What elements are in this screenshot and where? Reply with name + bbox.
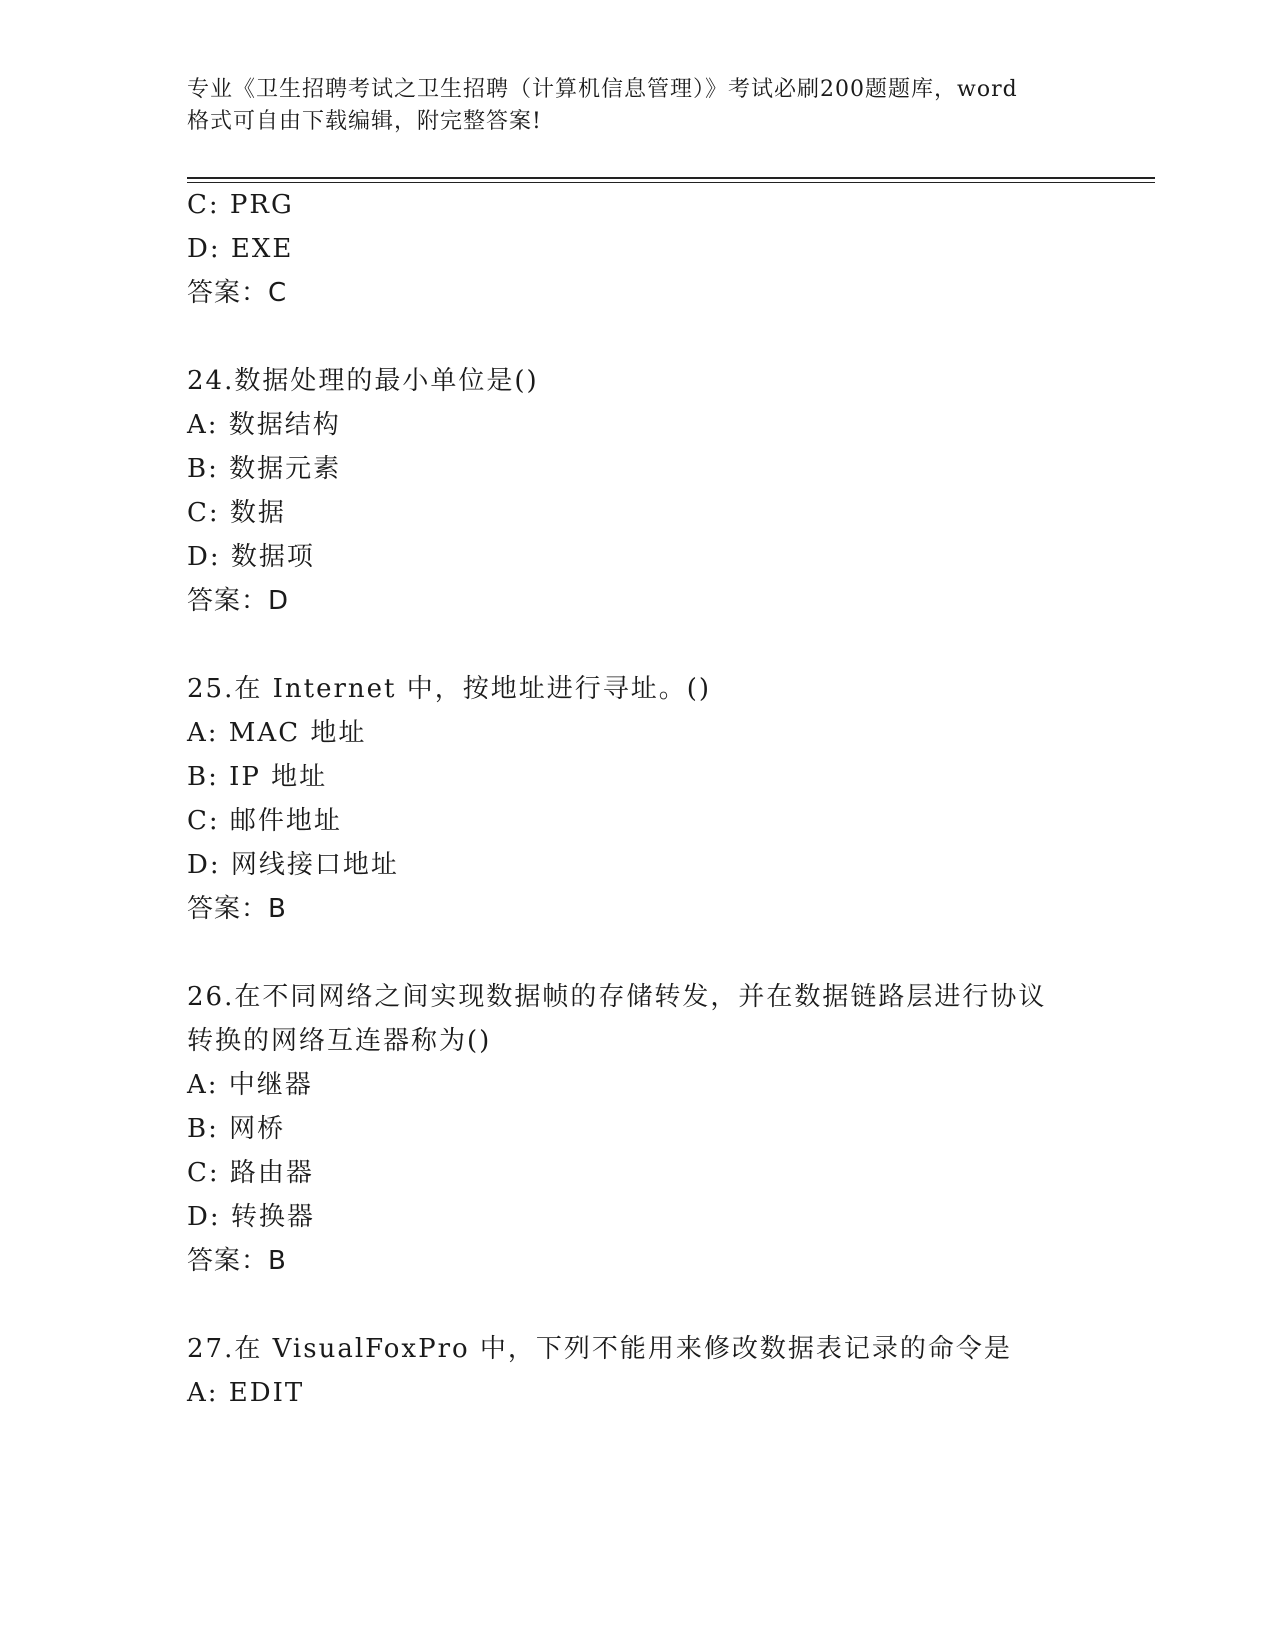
option-c: C: 路由器	[187, 1158, 314, 1188]
option-d: D: 网线接口地址	[187, 850, 399, 880]
option-a: A: MAC 地址	[187, 718, 367, 748]
answer-text: 答案：B	[187, 1246, 287, 1276]
header-line-1: 专业《卫生招聘考试之卫生招聘（计算机信息管理）》考试必刷200题题库，word	[187, 77, 1018, 102]
question-stem-continued: 转换的网络互连器称为()	[187, 1026, 492, 1056]
option-c: C: PRG	[187, 190, 294, 220]
option-b: B: 网桥	[187, 1114, 286, 1144]
answer-text: 答案：C	[187, 278, 288, 308]
option-a: A: 中继器	[187, 1070, 313, 1100]
option-d: D: 转换器	[187, 1202, 315, 1232]
answer-text: 答案：D	[187, 586, 290, 616]
question-stem: 27.在 VisualFoxPro 中，下列不能用来修改数据表记录的命令是	[187, 1334, 1012, 1364]
question-stem: 24.数据处理的最小单位是()	[187, 366, 539, 396]
option-c: C: 邮件地址	[187, 806, 342, 836]
option-a: A: 数据结构	[187, 410, 341, 440]
option-d: D: 数据项	[187, 542, 315, 572]
header-divider-thin	[187, 182, 1155, 183]
header-line-2: 格式可自由下载编辑，附完整答案!	[187, 109, 542, 134]
question-stem: 25.在 Internet 中，按地址进行寻址。()	[187, 674, 712, 704]
header-divider	[187, 177, 1155, 179]
option-d: D: EXE	[187, 234, 294, 264]
option-a: A: EDIT	[187, 1378, 305, 1408]
option-c: C: 数据	[187, 498, 286, 528]
option-b: B: IP 地址	[187, 762, 328, 792]
question-stem: 26.在不同网络之间实现数据帧的存储转发，并在数据链路层进行协议	[187, 982, 1047, 1012]
answer-text: 答案：B	[187, 894, 287, 924]
option-b: B: 数据元素	[187, 454, 342, 484]
document-header	[187, 74, 1087, 138]
